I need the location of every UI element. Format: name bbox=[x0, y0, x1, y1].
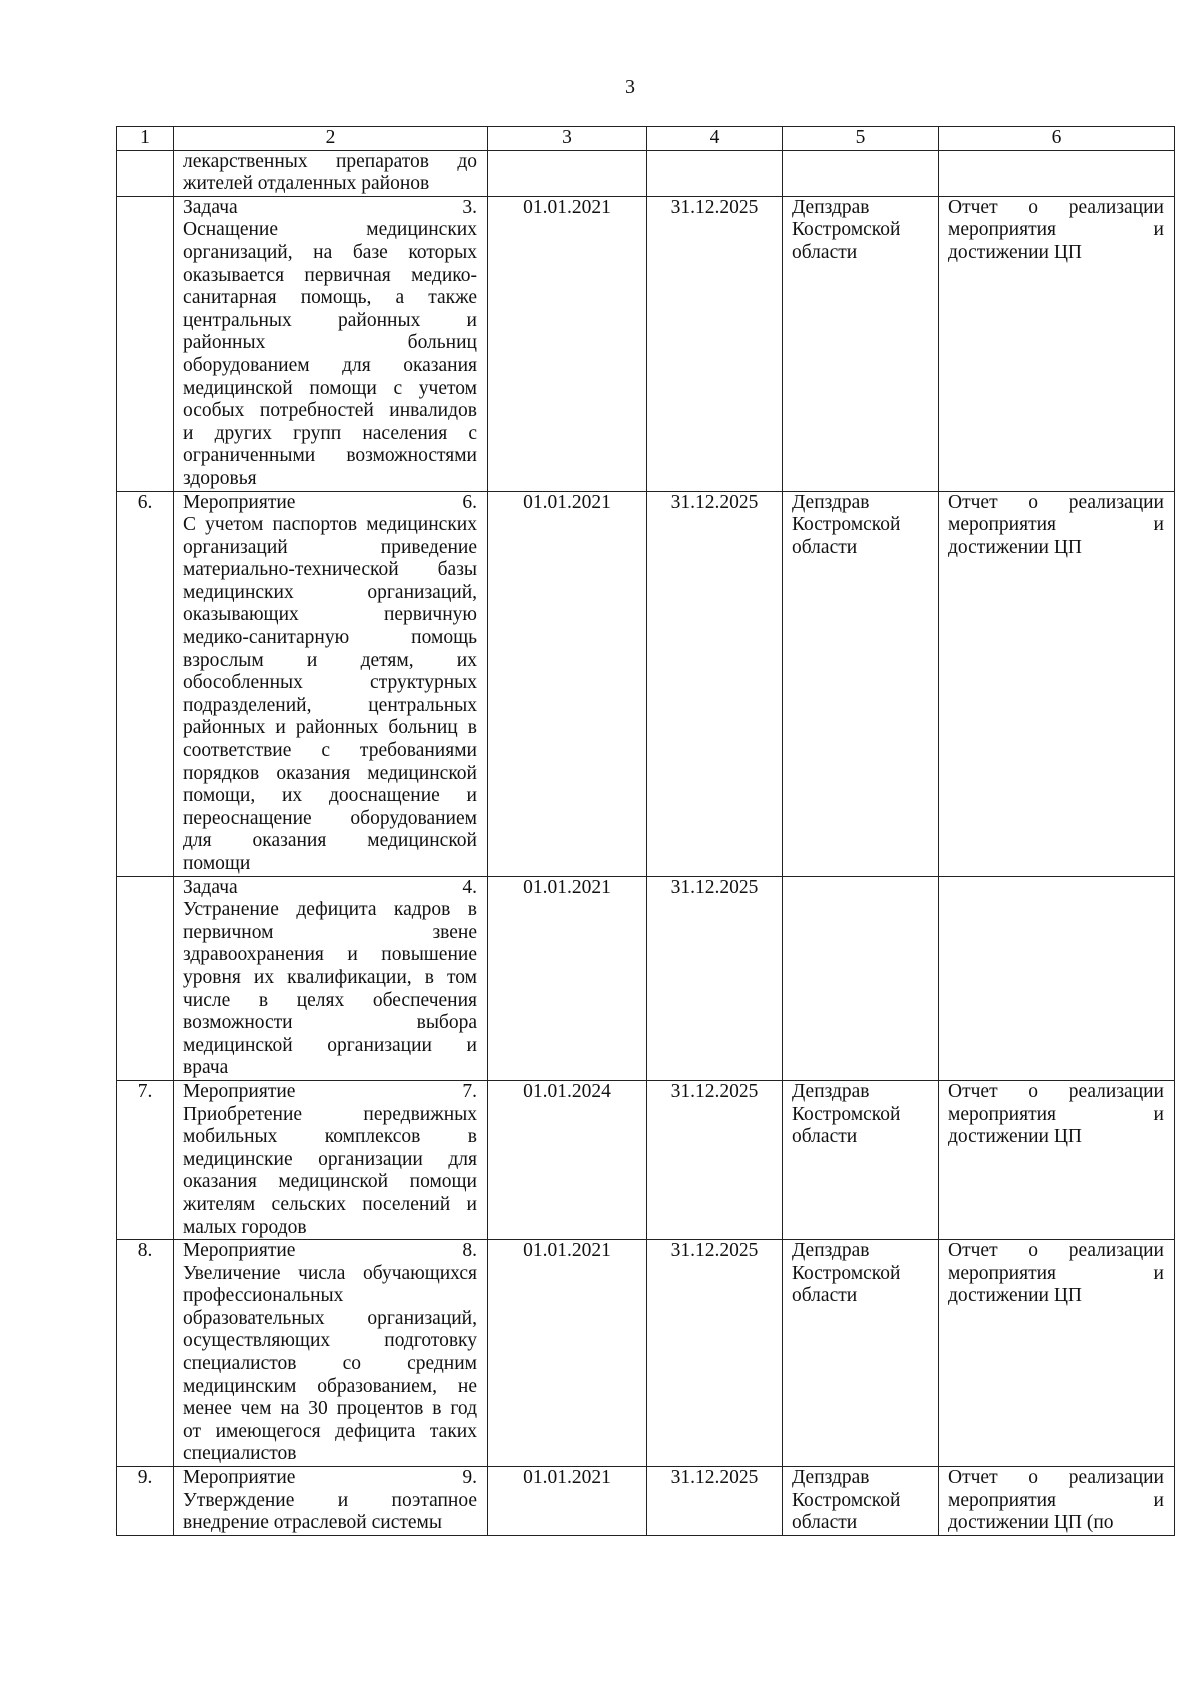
responsible-org bbox=[783, 1240, 939, 1467]
cell-text-line: области bbox=[792, 1126, 858, 1148]
cell-text-line: профессиональных bbox=[183, 1285, 344, 1307]
cell-text-line: Утверждение и поэтапное bbox=[183, 1489, 477, 1511]
cell-text-line: оборудованием для оказания bbox=[183, 354, 477, 376]
cell-text-line: центральных районных и bbox=[183, 309, 477, 331]
cell-text-line: области bbox=[792, 241, 858, 263]
cell-text-line: медицинской организации и bbox=[183, 1034, 477, 1056]
start-date: 01.01.2021 bbox=[488, 1240, 647, 1467]
measure-description bbox=[174, 491, 488, 876]
cell-text-line: Мероприятие 9. bbox=[183, 1467, 477, 1489]
cell-text-line: Отчет о реализации bbox=[948, 1240, 1164, 1262]
end-date: 31.12.2025 bbox=[647, 1080, 783, 1239]
cell-text-line: Мероприятие 7. bbox=[183, 1080, 477, 1102]
cell-text-line: взрослым и детям, их bbox=[183, 649, 477, 671]
expected-result bbox=[939, 1240, 1175, 1467]
cell-text-line: Костромской bbox=[792, 219, 901, 241]
cell-text-line: Костромской bbox=[792, 1262, 901, 1284]
cell-text-line: мероприятия и bbox=[948, 514, 1164, 536]
cell-text-line: обособленных структурных bbox=[183, 672, 477, 694]
expected-result bbox=[939, 150, 1175, 196]
table-row bbox=[117, 491, 1175, 876]
responsible-org bbox=[783, 150, 939, 196]
end-date: 31.12.2025 bbox=[647, 876, 783, 1080]
start-date: 01.01.2021 bbox=[488, 491, 647, 876]
cell-text-line: Задача 4. bbox=[183, 876, 477, 898]
cell-text-line: медицинских организаций, bbox=[183, 581, 477, 603]
cell-text-line: менее чем на 30 процентов в год bbox=[183, 1398, 477, 1420]
cell-text-line: ограниченными возможностями bbox=[183, 445, 477, 467]
cell-text-line: мобильных комплексов в bbox=[183, 1126, 477, 1148]
cell-text-line: санитарная помощь, а также bbox=[183, 287, 477, 309]
measure-description bbox=[174, 150, 488, 196]
expected-result bbox=[939, 876, 1175, 1080]
cell-text-line: Задача 3. bbox=[183, 196, 477, 218]
row-number bbox=[117, 876, 174, 1080]
responsible-org bbox=[783, 491, 939, 876]
start-date bbox=[488, 150, 647, 196]
measure-description bbox=[174, 1080, 488, 1239]
column-header: 2 bbox=[174, 127, 488, 151]
cell-text-line: Мероприятие 6. bbox=[183, 491, 477, 513]
cell-text-line: Депздрав bbox=[792, 1080, 870, 1102]
cell-text-line: помощи bbox=[183, 853, 251, 874]
row-number: 8. bbox=[117, 1240, 174, 1467]
cell-text-line: Депздрав bbox=[792, 196, 870, 218]
row-number bbox=[117, 150, 174, 196]
cell-text-line: Устранение дефицита кадров в bbox=[183, 899, 477, 921]
cell-text-line: специалистов со средним bbox=[183, 1353, 477, 1375]
responsible-org bbox=[783, 876, 939, 1080]
table-row bbox=[117, 150, 1175, 196]
cell-text-line: оказывается первичная медико- bbox=[183, 264, 477, 286]
cell-text-line: врача bbox=[183, 1057, 229, 1079]
cell-text-line: мероприятия и bbox=[948, 1103, 1164, 1125]
table-header-row bbox=[117, 127, 1175, 151]
cell-text-line: жителям сельских поселений и bbox=[183, 1193, 477, 1215]
cell-text-line: Мероприятие 8. bbox=[183, 1240, 477, 1262]
cell-text-line: первичном звене bbox=[183, 921, 477, 943]
cell-text-line: числе в целях обеспечения bbox=[183, 989, 477, 1011]
table-body bbox=[117, 150, 1175, 1535]
cell-text-line: мероприятия и bbox=[948, 1262, 1164, 1284]
end-date: 31.12.2025 bbox=[647, 196, 783, 491]
expected-result bbox=[939, 1080, 1175, 1239]
cell-text-line: Приобретение передвижных bbox=[183, 1103, 477, 1125]
cell-text-line: медицинские организации для bbox=[183, 1148, 477, 1170]
cell-text-line: достижении ЦП bbox=[948, 536, 1082, 558]
column-header: 3 bbox=[488, 127, 647, 151]
responsible-org bbox=[783, 1467, 939, 1536]
cell-text-line: порядков оказания медицинской bbox=[183, 762, 477, 784]
cell-text-line: достижении ЦП bbox=[948, 241, 1082, 263]
cell-text-line: помощи, их дооснащение и bbox=[183, 785, 477, 807]
cell-text-line: внедрение отраслевой системы bbox=[183, 1512, 442, 1534]
cell-text-line: медицинским образованием, не bbox=[183, 1375, 477, 1397]
end-date: 31.12.2025 bbox=[647, 1240, 783, 1467]
column-header: 5 bbox=[783, 127, 939, 151]
row-number: 7. bbox=[117, 1080, 174, 1239]
cell-text-line: Отчет о реализации bbox=[948, 1080, 1164, 1102]
expected-result bbox=[939, 1467, 1175, 1536]
cell-text-line: возможности выбора bbox=[183, 1012, 477, 1034]
end-date bbox=[647, 150, 783, 196]
measure-description bbox=[174, 1467, 488, 1536]
cell-text-line: специалистов bbox=[183, 1443, 297, 1465]
cell-text-line: Депздрав bbox=[792, 1467, 870, 1489]
table-row bbox=[117, 196, 1175, 491]
cell-text-line: достижении ЦП (по bbox=[948, 1512, 1114, 1534]
cell-text-line: для оказания медицинской bbox=[183, 830, 477, 852]
cell-text-line: жителей отдаленных районов bbox=[183, 173, 430, 195]
end-date: 31.12.2025 bbox=[647, 491, 783, 876]
cell-text-line: Костромской bbox=[792, 1489, 901, 1511]
cell-text-line: Оснащение медицинских bbox=[183, 219, 477, 241]
cell-text-line: оказания медицинской помощи bbox=[183, 1171, 477, 1193]
cell-text-line: достижении ЦП bbox=[948, 1126, 1082, 1148]
cell-text-line: образовательных организаций, bbox=[183, 1307, 477, 1329]
column-header: 1 bbox=[117, 127, 174, 151]
cell-text-line: материально-технической базы bbox=[183, 559, 477, 581]
cell-text-line: подразделений, центральных bbox=[183, 694, 477, 716]
cell-text-line: достижении ЦП bbox=[948, 1285, 1082, 1307]
table-row bbox=[117, 1467, 1175, 1536]
cell-text-line: мероприятия и bbox=[948, 1489, 1164, 1511]
expected-result bbox=[939, 491, 1175, 876]
cell-text-line: организаций приведение bbox=[183, 536, 477, 558]
page-number: 3 bbox=[625, 76, 635, 98]
cell-text-line: и других групп населения с bbox=[183, 422, 477, 444]
cell-text-line: лекарственных препаратов до bbox=[183, 150, 477, 172]
cell-text-line: районных и районных больниц в bbox=[183, 717, 477, 739]
cell-text-line: медицинской помощи с учетом bbox=[183, 377, 477, 399]
cell-text-line: Депздрав bbox=[792, 1240, 870, 1262]
cell-text-line: С учетом паспортов медицинских bbox=[183, 514, 477, 536]
column-header: 6 bbox=[939, 127, 1175, 151]
responsible-org bbox=[783, 1080, 939, 1239]
cell-text-line: районных больниц bbox=[183, 332, 477, 354]
responsible-org bbox=[783, 196, 939, 491]
cell-text-line: Отчет о реализации bbox=[948, 491, 1164, 513]
cell-text-line: медико-санитарную помощь bbox=[183, 627, 477, 649]
end-date: 31.12.2025 bbox=[647, 1467, 783, 1536]
cell-text-line: переоснащение оборудованием bbox=[183, 807, 477, 829]
table-row bbox=[117, 1080, 1175, 1239]
start-date: 01.01.2021 bbox=[488, 1467, 647, 1536]
measure-description bbox=[174, 1240, 488, 1467]
row-number: 9. bbox=[117, 1467, 174, 1536]
cell-text-line: Отчет о реализации bbox=[948, 1467, 1164, 1489]
table-row bbox=[117, 1240, 1175, 1467]
cell-text-line: области bbox=[792, 536, 858, 558]
start-date: 01.01.2021 bbox=[488, 876, 647, 1080]
cell-text-line: оказывающих первичную bbox=[183, 604, 477, 626]
cell-text-line: особых потребностей инвалидов bbox=[183, 400, 477, 422]
table-row bbox=[117, 876, 1175, 1080]
cell-text-line: Костромской bbox=[792, 514, 901, 536]
measure-description bbox=[174, 876, 488, 1080]
measure-description bbox=[174, 196, 488, 491]
start-date: 01.01.2024 bbox=[488, 1080, 647, 1239]
cell-text-line: от имеющегося дефицита таких bbox=[183, 1420, 477, 1442]
expected-result bbox=[939, 196, 1175, 491]
cell-text-line: уровня их квалификации, в том bbox=[183, 966, 477, 988]
cell-text-line: соответствие с требованиями bbox=[183, 740, 477, 762]
column-header: 4 bbox=[647, 127, 783, 151]
cell-text-line: организаций, на базе которых bbox=[183, 241, 477, 263]
cell-text-line: осуществляющих подготовку bbox=[183, 1330, 477, 1352]
cell-text-line: здравоохранения и повышение bbox=[183, 944, 477, 966]
cell-text-line: мероприятия и bbox=[948, 219, 1164, 241]
cell-text-line: малых городов bbox=[183, 1216, 307, 1238]
cell-text-line: Увеличение числа обучающихся bbox=[183, 1262, 477, 1284]
cell-text-line: области bbox=[792, 1285, 858, 1307]
cell-text-line: Депздрав bbox=[792, 491, 870, 513]
row-number: 6. bbox=[117, 491, 174, 876]
row-number bbox=[117, 196, 174, 491]
measures-table bbox=[116, 126, 1175, 1536]
cell-text-line: здоровья bbox=[183, 467, 257, 489]
cell-text-line: Отчет о реализации bbox=[948, 196, 1164, 218]
cell-text-line: области bbox=[792, 1512, 858, 1534]
start-date: 01.01.2021 bbox=[488, 196, 647, 491]
cell-text-line: Костромской bbox=[792, 1103, 901, 1125]
